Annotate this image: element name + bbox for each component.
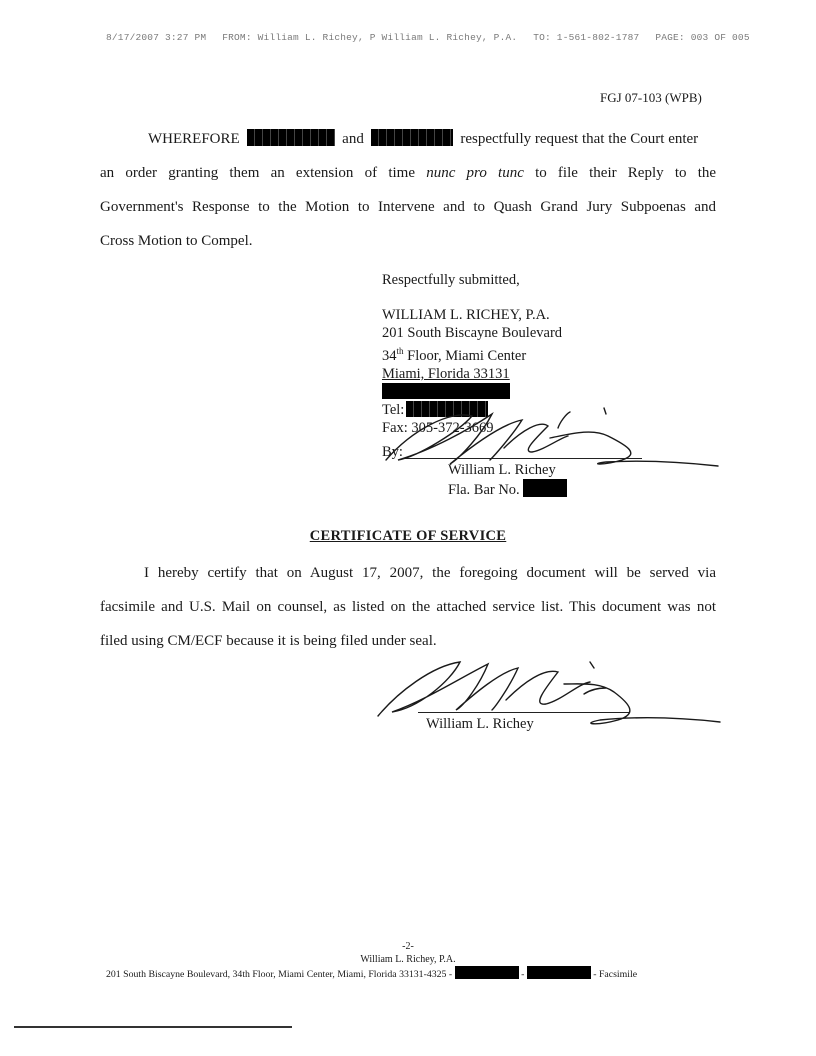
motion-line-2 <box>100 156 716 190</box>
motion-paragraph <box>100 122 716 258</box>
floor-rest: Floor, Miami Center <box>403 347 527 364</box>
footer-separator: - <box>521 969 525 980</box>
page-number: -2- <box>402 941 414 952</box>
redaction-block <box>382 383 510 399</box>
footer-firm: William L. Richey, P.A. <box>360 954 456 965</box>
fax-datetime: 8/17/2007 3:27 PM <box>106 32 207 43</box>
redaction-block <box>371 129 453 146</box>
motion-line-2-text-a: an order granting them an extension of time <box>100 165 415 181</box>
footer-address: 201 South Biscayne Boulevard, 34th Floor, Miami Center, Miami, Florida 33131-4325 - <box>106 969 453 980</box>
firm-name: WILLIAM L. RICHEY, P.A. <box>382 307 550 323</box>
by-label: By: <box>382 443 403 460</box>
certificate-line-3: filed using CM/ECF because it is being filed under seal. <box>100 633 437 649</box>
redaction-block <box>247 129 335 146</box>
certificate-title: CERTIFICATE OF SERVICE <box>309 528 507 544</box>
fax-to: TO: 1-561-802-1787 <box>533 32 640 43</box>
certificate-line-1: I hereby certify that on August 17, 2007, the foregoing document will be served via <box>144 565 716 581</box>
motion-line-3: Government's Response to the Motion to Intervene and to Quash Grand Jury Subpoenas and <box>100 199 716 215</box>
floor-number: 34 <box>382 347 397 364</box>
respectfully-submitted: Respectfully submitted, <box>382 272 520 288</box>
certificate-line-2: facsimile and U.S. Mail on counsel, as listed on the attached service list. This document was not <box>100 599 716 615</box>
redacted-line <box>382 383 567 401</box>
motion-line-1 <box>100 122 716 156</box>
handwritten-signature-1 <box>372 400 722 496</box>
certificate-signer-name: William L. Richey <box>426 716 534 732</box>
signer-name: William L. Richey <box>448 461 556 478</box>
redaction-block <box>527 966 591 979</box>
footer-address-line <box>106 966 637 980</box>
fax-from: FROM: William L. Richey, P William L. Richey, P.A. <box>222 32 518 43</box>
address-city: Miami, Florida 33131 <box>382 365 510 382</box>
and-text: and <box>342 131 364 147</box>
nunc-pro-tunc: nunc pro tunc <box>426 165 524 181</box>
certificate-paragraph <box>100 556 716 658</box>
fax-page: PAGE: 003 OF 005 <box>655 32 750 43</box>
floor-suffix: th <box>396 346 404 356</box>
case-number: FGJ 07-103 (WPB) <box>600 90 702 105</box>
tel-label: Tel: <box>382 401 405 418</box>
motion-line-2-text-b: to file their Reply to the <box>535 165 717 181</box>
bottom-rule <box>14 1026 292 1028</box>
fax-line: Fax: 305-372-3669 <box>382 419 494 436</box>
wherefore-text: WHEREFORE <box>148 131 240 147</box>
handwritten-signature-2 <box>368 654 724 746</box>
redaction-block <box>455 966 519 979</box>
address-line-2 <box>382 342 567 365</box>
bar-label: Fla. Bar No. <box>448 481 520 498</box>
request-text: respectfully request that the Court enter <box>460 131 699 147</box>
address-line-1: 201 South Biscayne Boulevard <box>382 325 563 341</box>
footer-facsimile: - Facsimile <box>593 969 638 980</box>
motion-line-4: Cross Motion to Compel. <box>100 233 253 249</box>
fax-transmission-header <box>106 32 750 43</box>
